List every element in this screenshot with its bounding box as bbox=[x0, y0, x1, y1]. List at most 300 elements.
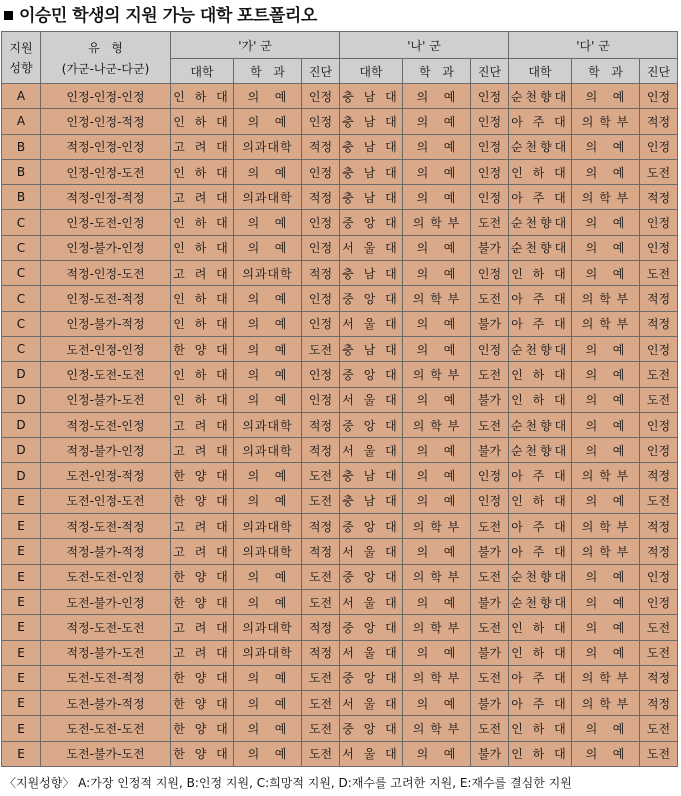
da-univ-cell: 순천향대 bbox=[509, 438, 572, 463]
na-dept-cell: 의 예 bbox=[403, 185, 471, 210]
da-dept-cell: 의 예 bbox=[572, 741, 640, 766]
ga-dept-cell: 의 예 bbox=[234, 665, 302, 690]
ga-dept-cell: 의 예 bbox=[234, 286, 302, 311]
table-row bbox=[2, 665, 678, 690]
ga-univ-cell: 인 하 대 bbox=[171, 109, 234, 134]
ga-judge-cell: 적정 bbox=[302, 438, 340, 463]
col-judge-header: 진단 bbox=[640, 59, 678, 84]
ga-judge-cell: 적정 bbox=[302, 640, 340, 665]
da-dept-cell: 의 예 bbox=[572, 261, 640, 286]
type-cell: 적정-인정-적정 bbox=[41, 185, 171, 210]
type-cell: 적정-인정-도전 bbox=[41, 261, 171, 286]
table-row bbox=[2, 261, 678, 286]
da-judge-cell: 도전 bbox=[640, 387, 678, 412]
table-row bbox=[2, 235, 678, 260]
table-row bbox=[2, 336, 678, 361]
da-univ-cell: 인 하 대 bbox=[509, 387, 572, 412]
ga-univ-cell: 한 양 대 bbox=[171, 488, 234, 513]
grade-cell: D bbox=[2, 463, 41, 488]
na-judge-cell: 인정 bbox=[471, 336, 509, 361]
na-dept-cell: 의 예 bbox=[403, 134, 471, 159]
ga-dept-cell: 의 예 bbox=[234, 109, 302, 134]
ga-judge-cell: 도전 bbox=[302, 665, 340, 690]
na-dept-cell: 의 예 bbox=[403, 438, 471, 463]
table-row bbox=[2, 311, 678, 336]
da-dept-cell: 의 학 부 bbox=[572, 691, 640, 716]
type-cell: 인정-도전-적정 bbox=[41, 286, 171, 311]
ga-dept-cell: 의 예 bbox=[234, 564, 302, 589]
na-judge-cell: 불가 bbox=[471, 311, 509, 336]
type-cell: 적정-도전-인정 bbox=[41, 412, 171, 437]
grade-cell: D bbox=[2, 438, 41, 463]
na-judge-cell: 도전 bbox=[471, 286, 509, 311]
ga-judge-cell: 인정 bbox=[302, 235, 340, 260]
ga-judge-cell: 도전 bbox=[302, 463, 340, 488]
ga-univ-cell: 고 려 대 bbox=[171, 134, 234, 159]
type-cell: 인정-불가-인정 bbox=[41, 235, 171, 260]
da-dept-cell: 의 예 bbox=[572, 336, 640, 361]
table-row bbox=[2, 564, 678, 589]
da-dept-cell: 의 예 bbox=[572, 438, 640, 463]
ga-univ-cell: 고 려 대 bbox=[171, 412, 234, 437]
na-univ-cell: 서 울 대 bbox=[340, 691, 403, 716]
na-dept-cell: 의 예 bbox=[403, 84, 471, 109]
na-dept-cell: 의 학 부 bbox=[403, 286, 471, 311]
ga-univ-cell: 인 하 대 bbox=[171, 84, 234, 109]
na-judge-cell: 불가 bbox=[471, 691, 509, 716]
ga-univ-cell: 한 양 대 bbox=[171, 589, 234, 614]
table-row bbox=[2, 741, 678, 766]
ga-dept-cell: 의 예 bbox=[234, 741, 302, 766]
na-univ-cell: 충 남 대 bbox=[340, 134, 403, 159]
na-dept-cell: 의 예 bbox=[403, 488, 471, 513]
na-univ-cell: 충 남 대 bbox=[340, 261, 403, 286]
col-dept-header: 학 과 bbox=[403, 59, 471, 84]
da-dept-cell: 의 예 bbox=[572, 615, 640, 640]
na-dept-cell: 의 학 부 bbox=[403, 412, 471, 437]
da-univ-cell: 순천향대 bbox=[509, 412, 572, 437]
da-dept-cell: 의 예 bbox=[572, 589, 640, 614]
da-univ-cell: 순천향대 bbox=[509, 134, 572, 159]
da-univ-cell: 인 하 대 bbox=[509, 261, 572, 286]
ga-judge-cell: 도전 bbox=[302, 589, 340, 614]
da-dept-cell: 의 예 bbox=[572, 716, 640, 741]
da-judge-cell: 인정 bbox=[640, 438, 678, 463]
da-dept-cell: 의 예 bbox=[572, 235, 640, 260]
na-univ-cell: 중 앙 대 bbox=[340, 564, 403, 589]
na-dept-cell: 의 예 bbox=[403, 159, 471, 184]
grade-cell: E bbox=[2, 741, 41, 766]
type-cell: 도전-인정-도전 bbox=[41, 488, 171, 513]
na-judge-cell: 도전 bbox=[471, 514, 509, 539]
na-univ-cell: 충 남 대 bbox=[340, 488, 403, 513]
type-cell: 적정-불가-적정 bbox=[41, 539, 171, 564]
da-univ-cell: 순천향대 bbox=[509, 210, 572, 235]
ga-judge-cell: 도전 bbox=[302, 564, 340, 589]
da-judge-cell: 인정 bbox=[640, 412, 678, 437]
da-univ-cell: 아 주 대 bbox=[509, 286, 572, 311]
ga-judge-cell: 적정 bbox=[302, 615, 340, 640]
title-text: 이승민 학생의 지원 가능 대학 포트폴리오 bbox=[19, 6, 317, 26]
grade-cell: C bbox=[2, 311, 41, 336]
ga-dept-cell: 의 예 bbox=[234, 362, 302, 387]
table-row bbox=[2, 185, 678, 210]
na-univ-cell: 중 앙 대 bbox=[340, 412, 403, 437]
ga-judge-cell: 도전 bbox=[302, 488, 340, 513]
group-header-na: '나' 군 bbox=[340, 32, 509, 59]
ga-judge-cell: 도전 bbox=[302, 336, 340, 361]
table-row bbox=[2, 286, 678, 311]
ga-dept-cell: 의과대학 bbox=[234, 438, 302, 463]
portfolio-table bbox=[1, 31, 678, 767]
legend-footer: 〈지원성향〉 A:가장 인정적 지원, B:인정 지원, C:희망적 지원, D:재수를 고려한 지원, E:재수를 결심한 지원 bbox=[4, 776, 572, 790]
ga-judge-cell: 인정 bbox=[302, 311, 340, 336]
table-row bbox=[2, 362, 678, 387]
na-dept-cell: 의 예 bbox=[403, 235, 471, 260]
da-judge-cell: 도전 bbox=[640, 362, 678, 387]
na-univ-cell: 서 울 대 bbox=[340, 741, 403, 766]
ga-univ-cell: 한 양 대 bbox=[171, 665, 234, 690]
da-judge-cell: 적정 bbox=[640, 665, 678, 690]
na-univ-cell: 중 앙 대 bbox=[340, 362, 403, 387]
ga-dept-cell: 의과대학 bbox=[234, 539, 302, 564]
na-dept-cell: 의 예 bbox=[403, 109, 471, 134]
da-judge-cell: 인정 bbox=[640, 336, 678, 361]
ga-univ-cell: 인 하 대 bbox=[171, 311, 234, 336]
da-judge-cell: 적정 bbox=[640, 514, 678, 539]
grade-cell: E bbox=[2, 539, 41, 564]
type-header bbox=[41, 32, 171, 84]
da-judge-cell: 인정 bbox=[640, 84, 678, 109]
na-dept-cell: 의 예 bbox=[403, 691, 471, 716]
ga-univ-cell: 인 하 대 bbox=[171, 159, 234, 184]
na-judge-cell: 도전 bbox=[471, 412, 509, 437]
grade-cell: C bbox=[2, 210, 41, 235]
ga-univ-cell: 고 려 대 bbox=[171, 438, 234, 463]
ga-dept-cell: 의과대학 bbox=[234, 412, 302, 437]
da-judge-cell: 인정 bbox=[640, 210, 678, 235]
ga-dept-cell: 의과대학 bbox=[234, 615, 302, 640]
grade-header: 지원성향 bbox=[2, 32, 41, 84]
ga-dept-cell: 의과대학 bbox=[234, 134, 302, 159]
grade-cell: E bbox=[2, 564, 41, 589]
na-judge-cell: 불가 bbox=[471, 235, 509, 260]
grade-cell: D bbox=[2, 387, 41, 412]
ga-dept-cell: 의 예 bbox=[234, 210, 302, 235]
table-row bbox=[2, 210, 678, 235]
na-judge-cell: 인정 bbox=[471, 185, 509, 210]
type-header-label: 유 형 bbox=[88, 40, 123, 55]
da-judge-cell: 인정 bbox=[640, 589, 678, 614]
ga-dept-cell: 의 예 bbox=[234, 691, 302, 716]
type-cell: 도전-인정-적정 bbox=[41, 463, 171, 488]
na-univ-cell: 서 울 대 bbox=[340, 640, 403, 665]
na-dept-cell: 의 예 bbox=[403, 640, 471, 665]
group-header-ga: '가' 군 bbox=[171, 32, 340, 59]
da-judge-cell: 인정 bbox=[640, 564, 678, 589]
na-dept-cell: 의 예 bbox=[403, 261, 471, 286]
na-dept-cell: 의 예 bbox=[403, 336, 471, 361]
ga-dept-cell: 의과대학 bbox=[234, 261, 302, 286]
na-dept-cell: 의 예 bbox=[403, 589, 471, 614]
type-cell: 인정-불가-도전 bbox=[41, 387, 171, 412]
na-univ-cell: 중 앙 대 bbox=[340, 716, 403, 741]
da-univ-cell: 순천향대 bbox=[509, 589, 572, 614]
type-cell: 도전-도전-도전 bbox=[41, 716, 171, 741]
grade-cell: A bbox=[2, 109, 41, 134]
grade-cell: C bbox=[2, 336, 41, 361]
ga-dept-cell: 의 예 bbox=[234, 235, 302, 260]
na-univ-cell: 서 울 대 bbox=[340, 438, 403, 463]
da-judge-cell: 도전 bbox=[640, 741, 678, 766]
da-univ-cell: 인 하 대 bbox=[509, 362, 572, 387]
da-judge-cell: 도전 bbox=[640, 488, 678, 513]
na-judge-cell: 도전 bbox=[471, 716, 509, 741]
na-judge-cell: 도전 bbox=[471, 564, 509, 589]
table-row bbox=[2, 640, 678, 665]
col-univ-header: 대학 bbox=[171, 59, 234, 84]
na-dept-cell: 의 학 부 bbox=[403, 362, 471, 387]
col-dept-header: 학 과 bbox=[234, 59, 302, 84]
ga-univ-cell: 고 려 대 bbox=[171, 640, 234, 665]
na-judge-cell: 도전 bbox=[471, 210, 509, 235]
col-dept-header: 학 과 bbox=[572, 59, 640, 84]
da-dept-cell: 의 예 bbox=[572, 362, 640, 387]
da-judge-cell: 인정 bbox=[640, 235, 678, 260]
grade-cell: E bbox=[2, 615, 41, 640]
na-dept-cell: 의 예 bbox=[403, 311, 471, 336]
ga-judge-cell: 적정 bbox=[302, 134, 340, 159]
na-judge-cell: 불가 bbox=[471, 539, 509, 564]
da-univ-cell: 아 주 대 bbox=[509, 109, 572, 134]
ga-univ-cell: 인 하 대 bbox=[171, 362, 234, 387]
na-dept-cell: 의 학 부 bbox=[403, 615, 471, 640]
da-dept-cell: 의 학 부 bbox=[572, 185, 640, 210]
ga-judge-cell: 적정 bbox=[302, 514, 340, 539]
grade-cell: B bbox=[2, 159, 41, 184]
ga-univ-cell: 한 양 대 bbox=[171, 691, 234, 716]
da-judge-cell: 인정 bbox=[640, 134, 678, 159]
da-univ-cell: 인 하 대 bbox=[509, 615, 572, 640]
da-dept-cell: 의 예 bbox=[572, 84, 640, 109]
na-univ-cell: 중 앙 대 bbox=[340, 210, 403, 235]
da-univ-cell: 인 하 대 bbox=[509, 716, 572, 741]
ga-dept-cell: 의과대학 bbox=[234, 514, 302, 539]
grade-cell: C bbox=[2, 261, 41, 286]
na-judge-cell: 불가 bbox=[471, 741, 509, 766]
da-univ-cell: 아 주 대 bbox=[509, 691, 572, 716]
ga-judge-cell: 인정 bbox=[302, 109, 340, 134]
da-univ-cell: 아 주 대 bbox=[509, 514, 572, 539]
square-bullet-icon bbox=[4, 11, 13, 20]
ga-dept-cell: 의 예 bbox=[234, 463, 302, 488]
ga-univ-cell: 한 양 대 bbox=[171, 336, 234, 361]
na-judge-cell: 불가 bbox=[471, 640, 509, 665]
da-univ-cell: 아 주 대 bbox=[509, 665, 572, 690]
page-title bbox=[2, 2, 317, 30]
da-dept-cell: 의 예 bbox=[572, 564, 640, 589]
grade-cell: E bbox=[2, 640, 41, 665]
da-univ-cell: 인 하 대 bbox=[509, 640, 572, 665]
na-univ-cell: 서 울 대 bbox=[340, 539, 403, 564]
da-judge-cell: 도전 bbox=[640, 615, 678, 640]
grade-cell: C bbox=[2, 235, 41, 260]
da-dept-cell: 의 예 bbox=[572, 159, 640, 184]
da-judge-cell: 적정 bbox=[640, 286, 678, 311]
da-univ-cell: 아 주 대 bbox=[509, 311, 572, 336]
na-dept-cell: 의 예 bbox=[403, 387, 471, 412]
da-dept-cell: 의 예 bbox=[572, 488, 640, 513]
table-row bbox=[2, 716, 678, 741]
grade-cell: E bbox=[2, 589, 41, 614]
ga-dept-cell: 의 예 bbox=[234, 589, 302, 614]
na-dept-cell: 의 예 bbox=[403, 741, 471, 766]
da-judge-cell: 적정 bbox=[640, 109, 678, 134]
ga-dept-cell: 의 예 bbox=[234, 488, 302, 513]
na-judge-cell: 도전 bbox=[471, 362, 509, 387]
da-dept-cell: 의 학 부 bbox=[572, 109, 640, 134]
da-univ-cell: 아 주 대 bbox=[509, 539, 572, 564]
ga-univ-cell: 한 양 대 bbox=[171, 716, 234, 741]
table-row bbox=[2, 159, 678, 184]
table-row bbox=[2, 514, 678, 539]
da-judge-cell: 도전 bbox=[640, 640, 678, 665]
ga-judge-cell: 도전 bbox=[302, 741, 340, 766]
col-univ-header: 대학 bbox=[340, 59, 403, 84]
ga-univ-cell: 한 양 대 bbox=[171, 463, 234, 488]
na-dept-cell: 의 학 부 bbox=[403, 564, 471, 589]
da-judge-cell: 적정 bbox=[640, 539, 678, 564]
da-dept-cell: 의 예 bbox=[572, 640, 640, 665]
na-judge-cell: 인정 bbox=[471, 159, 509, 184]
da-dept-cell: 의 예 bbox=[572, 210, 640, 235]
table-body bbox=[2, 84, 678, 767]
na-univ-cell: 충 남 대 bbox=[340, 159, 403, 184]
da-judge-cell: 적정 bbox=[640, 691, 678, 716]
type-cell: 인정-인정-인정 bbox=[41, 84, 171, 109]
table-row bbox=[2, 463, 678, 488]
ga-univ-cell: 한 양 대 bbox=[171, 564, 234, 589]
table-row bbox=[2, 109, 678, 134]
da-dept-cell: 의 예 bbox=[572, 387, 640, 412]
table-row bbox=[2, 387, 678, 412]
type-cell: 인정-인정-적정 bbox=[41, 109, 171, 134]
na-judge-cell: 인정 bbox=[471, 261, 509, 286]
type-cell: 도전-불가-적정 bbox=[41, 691, 171, 716]
grade-cell: C bbox=[2, 286, 41, 311]
table-row bbox=[2, 589, 678, 614]
ga-dept-cell: 의과대학 bbox=[234, 640, 302, 665]
ga-judge-cell: 인정 bbox=[302, 84, 340, 109]
type-cell: 도전-도전-인정 bbox=[41, 564, 171, 589]
ga-judge-cell: 인정 bbox=[302, 387, 340, 412]
table-row bbox=[2, 615, 678, 640]
da-univ-cell: 순천향대 bbox=[509, 235, 572, 260]
grade-cell: D bbox=[2, 362, 41, 387]
na-judge-cell: 인정 bbox=[471, 84, 509, 109]
da-judge-cell: 적정 bbox=[640, 185, 678, 210]
na-dept-cell: 의 학 부 bbox=[403, 665, 471, 690]
da-dept-cell: 의 학 부 bbox=[572, 514, 640, 539]
na-univ-cell: 서 울 대 bbox=[340, 235, 403, 260]
ga-univ-cell: 고 려 대 bbox=[171, 514, 234, 539]
table-row bbox=[2, 412, 678, 437]
ga-dept-cell: 의 예 bbox=[234, 336, 302, 361]
da-dept-cell: 의 학 부 bbox=[572, 311, 640, 336]
da-univ-cell: 인 하 대 bbox=[509, 741, 572, 766]
na-dept-cell: 의 학 부 bbox=[403, 514, 471, 539]
na-univ-cell: 충 남 대 bbox=[340, 84, 403, 109]
da-univ-cell: 인 하 대 bbox=[509, 159, 572, 184]
ga-dept-cell: 의 예 bbox=[234, 387, 302, 412]
ga-judge-cell: 인정 bbox=[302, 362, 340, 387]
grade-cell: E bbox=[2, 488, 41, 513]
na-dept-cell: 의 학 부 bbox=[403, 716, 471, 741]
da-dept-cell: 의 예 bbox=[572, 412, 640, 437]
grade-cell: B bbox=[2, 134, 41, 159]
na-dept-cell: 의 예 bbox=[403, 539, 471, 564]
na-univ-cell: 중 앙 대 bbox=[340, 514, 403, 539]
na-univ-cell: 충 남 대 bbox=[340, 463, 403, 488]
ga-judge-cell: 인정 bbox=[302, 159, 340, 184]
ga-judge-cell: 적정 bbox=[302, 412, 340, 437]
na-judge-cell: 인정 bbox=[471, 134, 509, 159]
na-judge-cell: 인정 bbox=[471, 463, 509, 488]
table-row bbox=[2, 488, 678, 513]
table-row bbox=[2, 691, 678, 716]
da-dept-cell: 의 학 부 bbox=[572, 665, 640, 690]
ga-univ-cell: 한 양 대 bbox=[171, 741, 234, 766]
ga-judge-cell: 인정 bbox=[302, 286, 340, 311]
col-judge-header: 진단 bbox=[302, 59, 340, 84]
ga-dept-cell: 의 예 bbox=[234, 159, 302, 184]
na-judge-cell: 인정 bbox=[471, 488, 509, 513]
table-row bbox=[2, 134, 678, 159]
type-cell: 적정-도전-적정 bbox=[41, 514, 171, 539]
grade-cell: E bbox=[2, 514, 41, 539]
grade-cell: D bbox=[2, 412, 41, 437]
ga-dept-cell: 의 예 bbox=[234, 716, 302, 741]
da-judge-cell: 도전 bbox=[640, 159, 678, 184]
ga-dept-cell: 의과대학 bbox=[234, 185, 302, 210]
da-dept-cell: 의 학 부 bbox=[572, 463, 640, 488]
ga-judge-cell: 도전 bbox=[302, 716, 340, 741]
da-dept-cell: 의 학 부 bbox=[572, 286, 640, 311]
ga-judge-cell: 도전 bbox=[302, 691, 340, 716]
na-univ-cell: 충 남 대 bbox=[340, 336, 403, 361]
na-dept-cell: 의 학 부 bbox=[403, 210, 471, 235]
col-judge-header: 진단 bbox=[471, 59, 509, 84]
type-header-sub: (가군-나군-다군) bbox=[61, 61, 150, 76]
da-dept-cell: 의 예 bbox=[572, 134, 640, 159]
na-judge-cell: 불가 bbox=[471, 589, 509, 614]
type-cell: 적정-도전-도전 bbox=[41, 615, 171, 640]
na-univ-cell: 중 앙 대 bbox=[340, 615, 403, 640]
na-univ-cell: 서 울 대 bbox=[340, 589, 403, 614]
na-judge-cell: 인정 bbox=[471, 109, 509, 134]
da-judge-cell: 도전 bbox=[640, 261, 678, 286]
ga-univ-cell: 인 하 대 bbox=[171, 210, 234, 235]
type-cell: 인정-인정-도전 bbox=[41, 159, 171, 184]
na-judge-cell: 불가 bbox=[471, 438, 509, 463]
na-dept-cell: 의 예 bbox=[403, 463, 471, 488]
ga-judge-cell: 적정 bbox=[302, 261, 340, 286]
da-judge-cell: 도전 bbox=[640, 716, 678, 741]
table-row bbox=[2, 84, 678, 109]
na-univ-cell: 충 남 대 bbox=[340, 185, 403, 210]
type-cell: 도전-불가-인정 bbox=[41, 589, 171, 614]
type-cell: 인정-불가-적정 bbox=[41, 311, 171, 336]
